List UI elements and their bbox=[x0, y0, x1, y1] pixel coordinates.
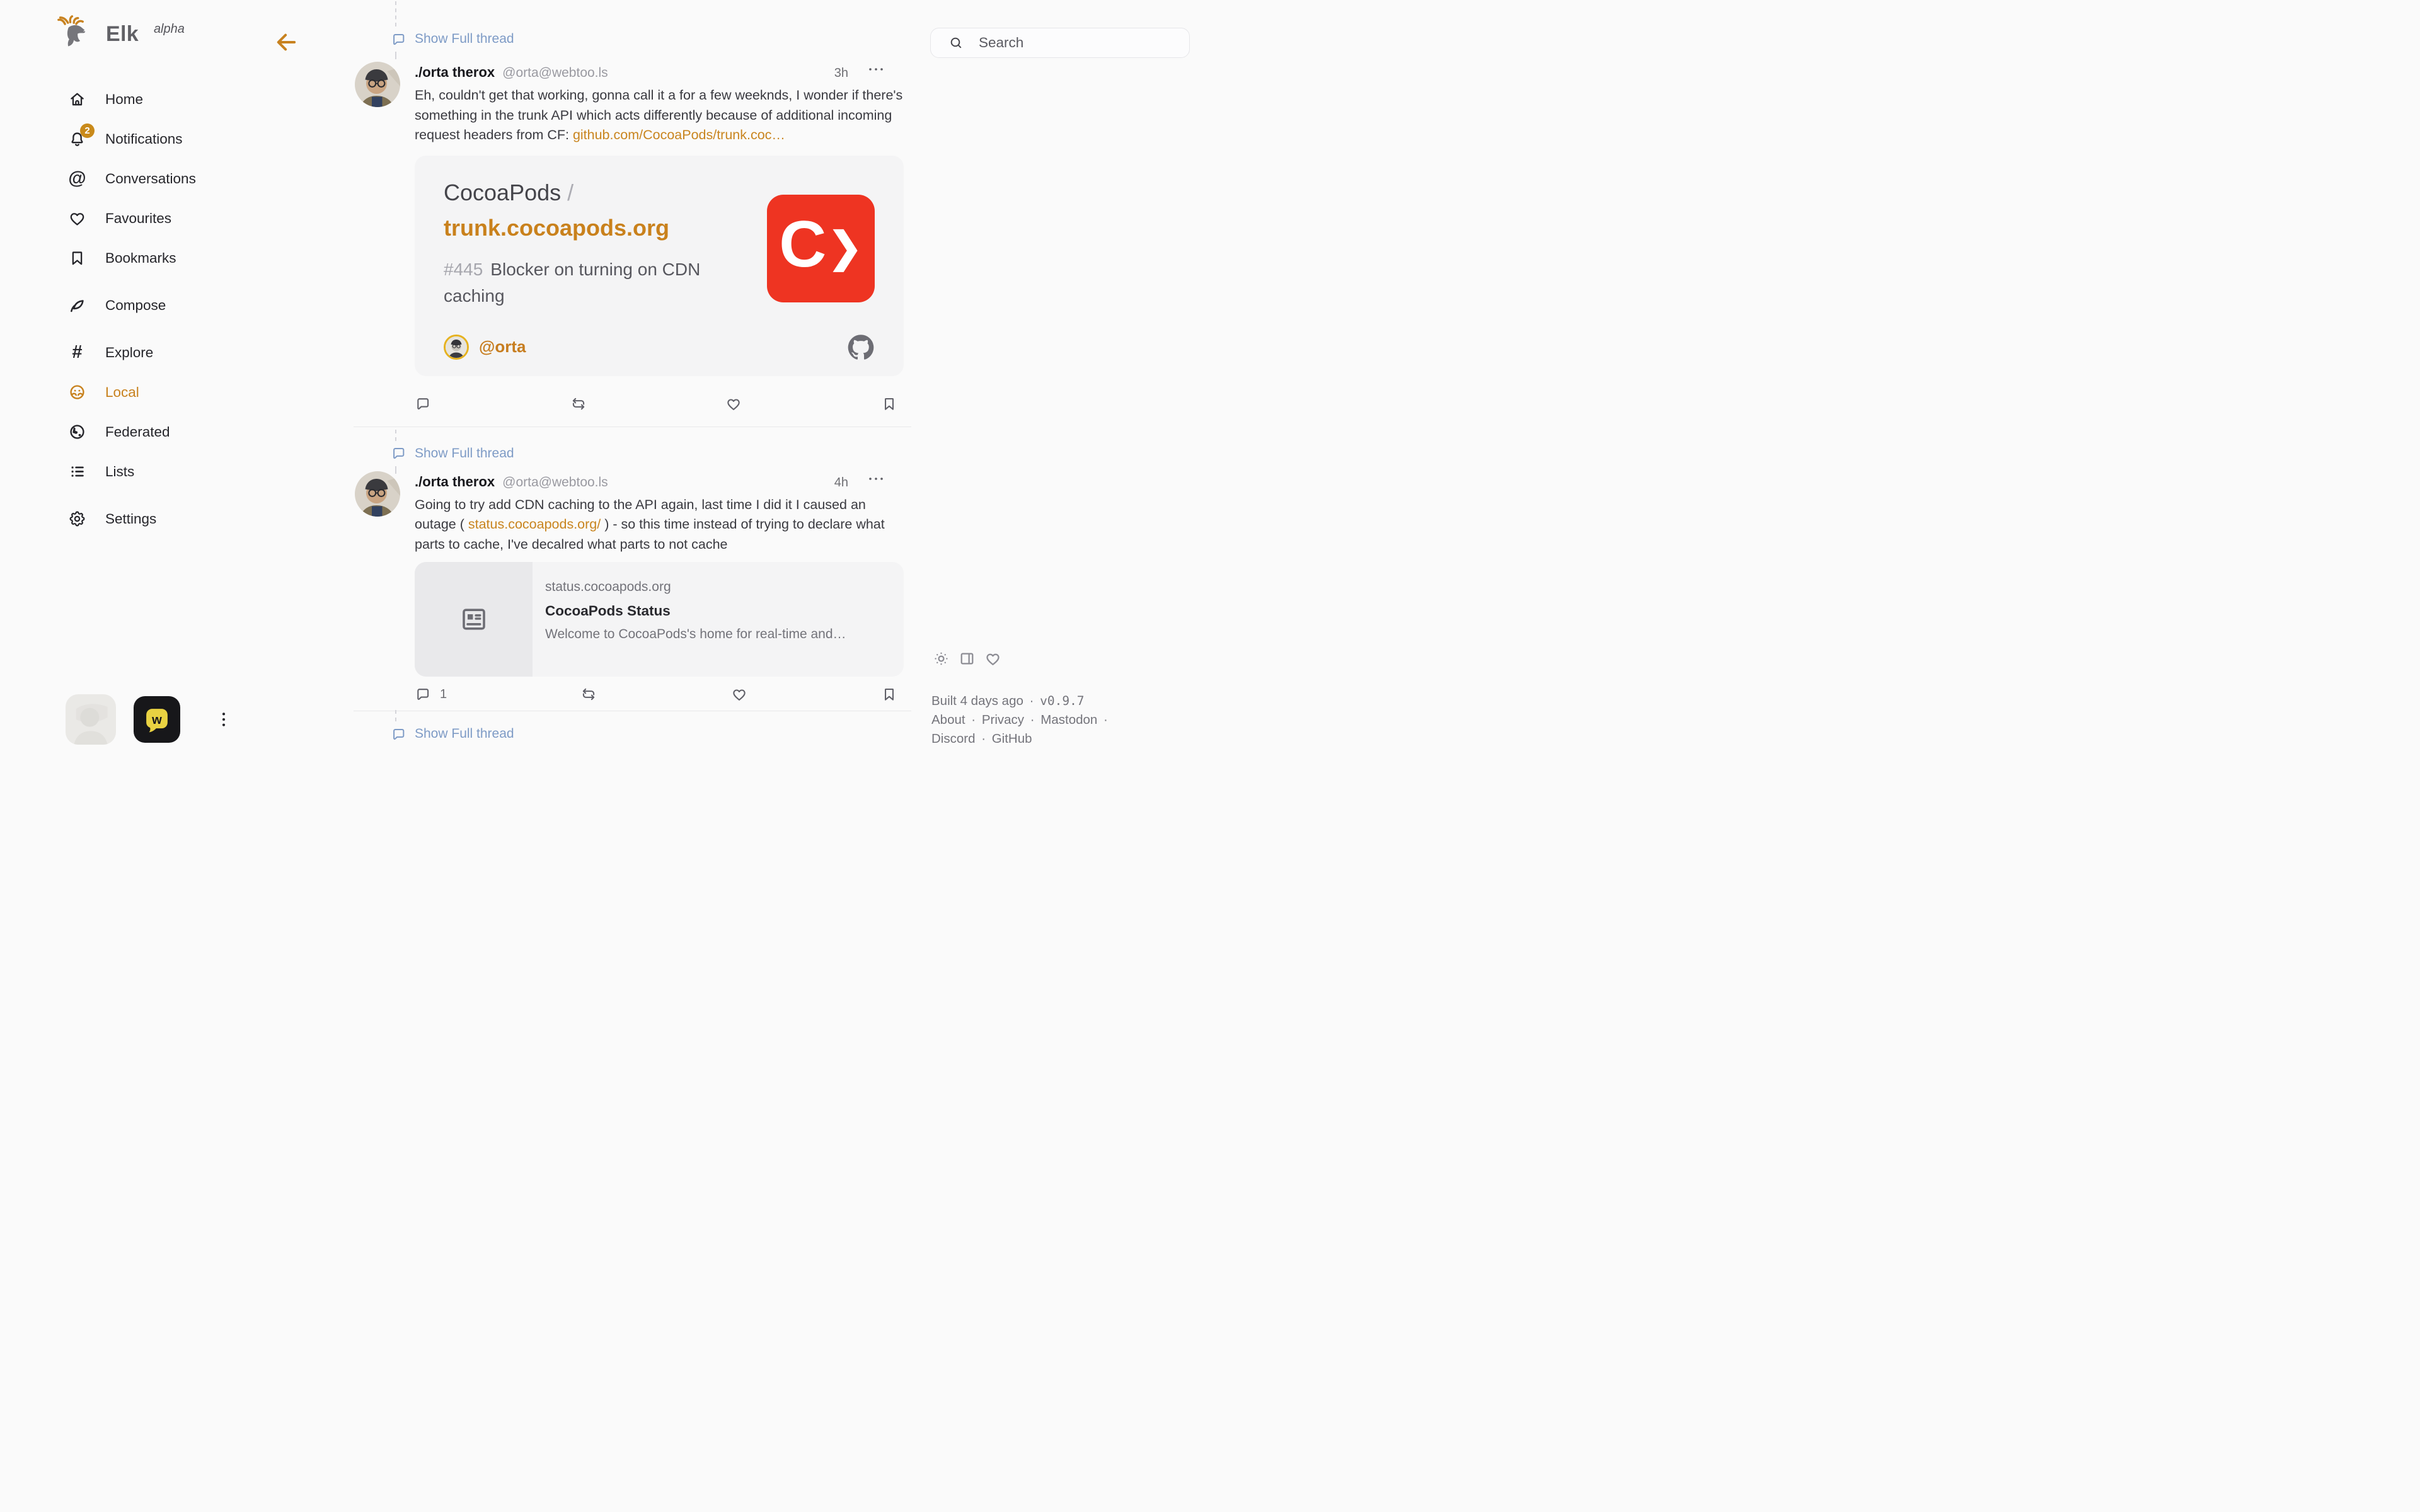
reply-bubble-icon bbox=[415, 396, 431, 412]
version: v0.9.7 bbox=[1040, 694, 1085, 708]
sidebar-item-label: Settings bbox=[105, 510, 157, 527]
search-icon bbox=[948, 35, 964, 50]
favourite-button[interactable] bbox=[725, 391, 742, 416]
heart-icon bbox=[725, 396, 742, 412]
card-mention-handle: @orta bbox=[479, 337, 526, 356]
feather-icon bbox=[68, 296, 86, 314]
card-issue-number: #445 bbox=[444, 259, 483, 279]
sidebar-item-label: Conversations bbox=[105, 170, 196, 186]
footer-link-mastodon[interactable]: Mastodon bbox=[1040, 713, 1098, 727]
post-actions bbox=[415, 682, 897, 707]
logo-letter: C bbox=[779, 208, 827, 281]
post-author-name[interactable]: ./orta therox bbox=[415, 473, 495, 490]
boost-icon bbox=[570, 396, 587, 412]
post bbox=[354, 470, 911, 707]
sidebar-item-label: Explore bbox=[105, 344, 154, 360]
heart-icon bbox=[68, 209, 86, 227]
sidebar-item-local[interactable] bbox=[0, 372, 354, 412]
show-full-thread-link[interactable] bbox=[354, 28, 911, 50]
thread-bubble-icon bbox=[391, 726, 406, 742]
list-icon bbox=[68, 462, 86, 481]
post-link[interactable]: status.cocoapods.org/ bbox=[468, 517, 601, 532]
cocoapods-logo bbox=[767, 195, 875, 302]
boost-button[interactable] bbox=[580, 682, 597, 707]
app-name: Elk bbox=[106, 21, 139, 46]
link-preview-text bbox=[533, 562, 846, 677]
sidebar-item-label: Favourites bbox=[105, 210, 172, 226]
boost-button[interactable] bbox=[570, 391, 587, 416]
sidebar-item-settings[interactable] bbox=[0, 499, 354, 539]
hashtag-icon: # bbox=[72, 342, 83, 362]
link-preview-description: Welcome to CocoaPods's home for real-time and… bbox=[545, 627, 846, 641]
post bbox=[354, 60, 911, 416]
build-info: Built 4 days ago bbox=[931, 694, 1023, 708]
reply-bubble-icon bbox=[415, 686, 431, 702]
build-info-line: Built 4 days ago · v0.9.7 bbox=[931, 694, 1085, 708]
gear-icon bbox=[68, 510, 86, 528]
heart-icon bbox=[731, 686, 747, 702]
elk-logo[interactable] bbox=[57, 15, 185, 53]
post-author-handle[interactable]: @orta@webtoo.ls bbox=[502, 474, 608, 490]
reply-button[interactable] bbox=[415, 391, 431, 416]
card-issue-line bbox=[444, 256, 734, 309]
sidebar-item-bookmarks[interactable] bbox=[0, 238, 354, 278]
nav-group-gap bbox=[0, 278, 354, 285]
link-preview-domain: status.cocoapods.org bbox=[545, 580, 671, 594]
webtools-instance-icon[interactable] bbox=[134, 696, 180, 743]
boost-icon bbox=[580, 686, 597, 702]
card-slash: / bbox=[567, 179, 574, 205]
footer-link-about[interactable]: About bbox=[931, 713, 965, 727]
favourite-button[interactable] bbox=[731, 682, 747, 707]
show-full-thread-label: Show Full thread bbox=[415, 32, 514, 46]
sidebar-item-label: Home bbox=[105, 91, 144, 107]
globe-icon bbox=[68, 423, 86, 441]
show-full-thread-link[interactable] bbox=[354, 442, 911, 465]
post-text: Eh, couldn't get that working, gonna call it a for a few weeknds, I wonder if there's something in the trunk API which acts differently because of additional incoming request headers from CF: bbox=[415, 88, 903, 142]
people-icon bbox=[68, 383, 86, 401]
sidebar-item-conversations[interactable] bbox=[0, 159, 354, 198]
footer-link-privacy[interactable]: Privacy bbox=[981, 713, 1025, 727]
card-repo-name: trunk.cocoapods.org bbox=[444, 214, 670, 241]
github-issue-preview-card[interactable] bbox=[415, 156, 904, 376]
card-mention-avatar bbox=[444, 335, 469, 360]
back-arrow-icon[interactable] bbox=[273, 29, 299, 55]
show-full-thread-label: Show Full thread bbox=[415, 726, 514, 741]
footer-links: About · Privacy · Mastodon · Discord · GitHub bbox=[931, 713, 1108, 746]
sidebar-item-label: Federated bbox=[105, 423, 170, 440]
bookmark-button[interactable] bbox=[881, 682, 897, 707]
post-author-avatar[interactable] bbox=[355, 62, 400, 107]
bell-icon bbox=[68, 125, 90, 148]
timeline bbox=[354, 0, 911, 745]
card-issue-title: Blocker on turning on CDN caching bbox=[444, 259, 701, 306]
sidebar-item-compose[interactable] bbox=[0, 285, 354, 325]
sidebar-item-federated[interactable] bbox=[0, 412, 354, 452]
post-menu-dots-icon[interactable] bbox=[867, 62, 885, 77]
thread-bubble-icon bbox=[391, 445, 406, 461]
thread-bubble-icon bbox=[391, 32, 406, 47]
post-author-name[interactable]: ./orta therox bbox=[415, 64, 495, 80]
elk-app bbox=[0, 0, 1210, 756]
bookmark-icon bbox=[68, 249, 86, 267]
app-footer bbox=[931, 692, 1134, 748]
post-author-handle[interactable]: @orta@webtoo.ls bbox=[502, 66, 608, 80]
nav-group-gap bbox=[0, 491, 354, 499]
sidebar-item-label: Notifications bbox=[105, 130, 183, 147]
link-preview-card[interactable] bbox=[415, 562, 904, 677]
sidebar-item-favourites[interactable] bbox=[0, 198, 354, 238]
post-actions bbox=[415, 391, 897, 416]
reply-button[interactable] bbox=[415, 682, 447, 707]
card-org-name: CocoaPods bbox=[444, 179, 562, 205]
logo-chevron: ❯ bbox=[827, 224, 863, 270]
bookmark-button[interactable] bbox=[881, 391, 897, 416]
post-header bbox=[415, 62, 910, 82]
post-body bbox=[415, 86, 910, 146]
post-link[interactable]: github.com/CocoaPods/trunk.coc… bbox=[572, 127, 785, 142]
svg-text:w: w bbox=[152, 713, 162, 727]
reply-count: 1 bbox=[440, 687, 447, 701]
footer-toggles bbox=[933, 650, 1001, 667]
post-header bbox=[415, 471, 910, 491]
sidebar-item-lists[interactable] bbox=[0, 452, 354, 491]
footer-link-github[interactable]: GitHub bbox=[991, 731, 1032, 746]
sidebar-item-label: Lists bbox=[105, 463, 135, 479]
layout-toggle-icon[interactable] bbox=[959, 650, 976, 667]
app-badge: alpha bbox=[153, 21, 185, 36]
sidebar-item-label: Local bbox=[105, 384, 139, 400]
search-bar bbox=[930, 28, 1190, 58]
zen-mode-heart-icon[interactable] bbox=[984, 650, 1001, 667]
sidebar-item-explore[interactable] bbox=[0, 333, 354, 372]
sidebar bbox=[0, 0, 354, 756]
sidebar-user-row bbox=[66, 694, 232, 745]
color-mode-sun-icon[interactable] bbox=[933, 650, 950, 667]
sidebar-item-label: Bookmarks bbox=[105, 249, 176, 266]
post-author-avatar[interactable] bbox=[355, 471, 400, 517]
post-timestamp[interactable]: 3h bbox=[834, 66, 848, 80]
deer-logo-icon bbox=[57, 15, 95, 53]
card-footer bbox=[444, 335, 526, 360]
post-timestamp[interactable]: 4h bbox=[834, 475, 848, 490]
account-avatar[interactable] bbox=[66, 694, 116, 745]
post-text: ) - so this time instead of trying to declare what parts to cache, I've decalred what parts to not cache bbox=[415, 517, 885, 552]
home-icon bbox=[68, 90, 86, 108]
sidebar-item-notifications[interactable] bbox=[0, 119, 354, 159]
post-body bbox=[415, 495, 910, 555]
account-menu-dots-icon[interactable] bbox=[216, 707, 232, 732]
post-text: Going to try add CDN caching to the API again, last time I did it I caused an outage ( bbox=[415, 496, 866, 532]
link-preview-title: CocoaPods Status bbox=[545, 603, 671, 619]
show-full-thread-label: Show Full thread bbox=[415, 445, 514, 461]
speech-bubble-w-icon bbox=[142, 705, 171, 734]
at-icon: @ bbox=[68, 168, 86, 188]
bookmark-icon bbox=[881, 686, 897, 702]
bookmark-icon bbox=[881, 396, 897, 412]
sidebar-item-home[interactable] bbox=[0, 79, 354, 119]
sidebar-item-label: Compose bbox=[105, 297, 166, 313]
nav-group-gap bbox=[0, 325, 354, 333]
notification-badge: 2 bbox=[80, 123, 95, 138]
search-input[interactable] bbox=[979, 35, 1168, 51]
post-menu-dots-icon[interactable] bbox=[867, 471, 885, 486]
sidebar-nav bbox=[0, 79, 354, 539]
link-preview-thumbnail bbox=[415, 562, 533, 677]
footer-link-discord[interactable]: Discord bbox=[931, 731, 976, 746]
show-full-thread-link[interactable] bbox=[354, 723, 911, 745]
github-icon bbox=[847, 333, 875, 361]
article-icon bbox=[459, 604, 489, 634]
